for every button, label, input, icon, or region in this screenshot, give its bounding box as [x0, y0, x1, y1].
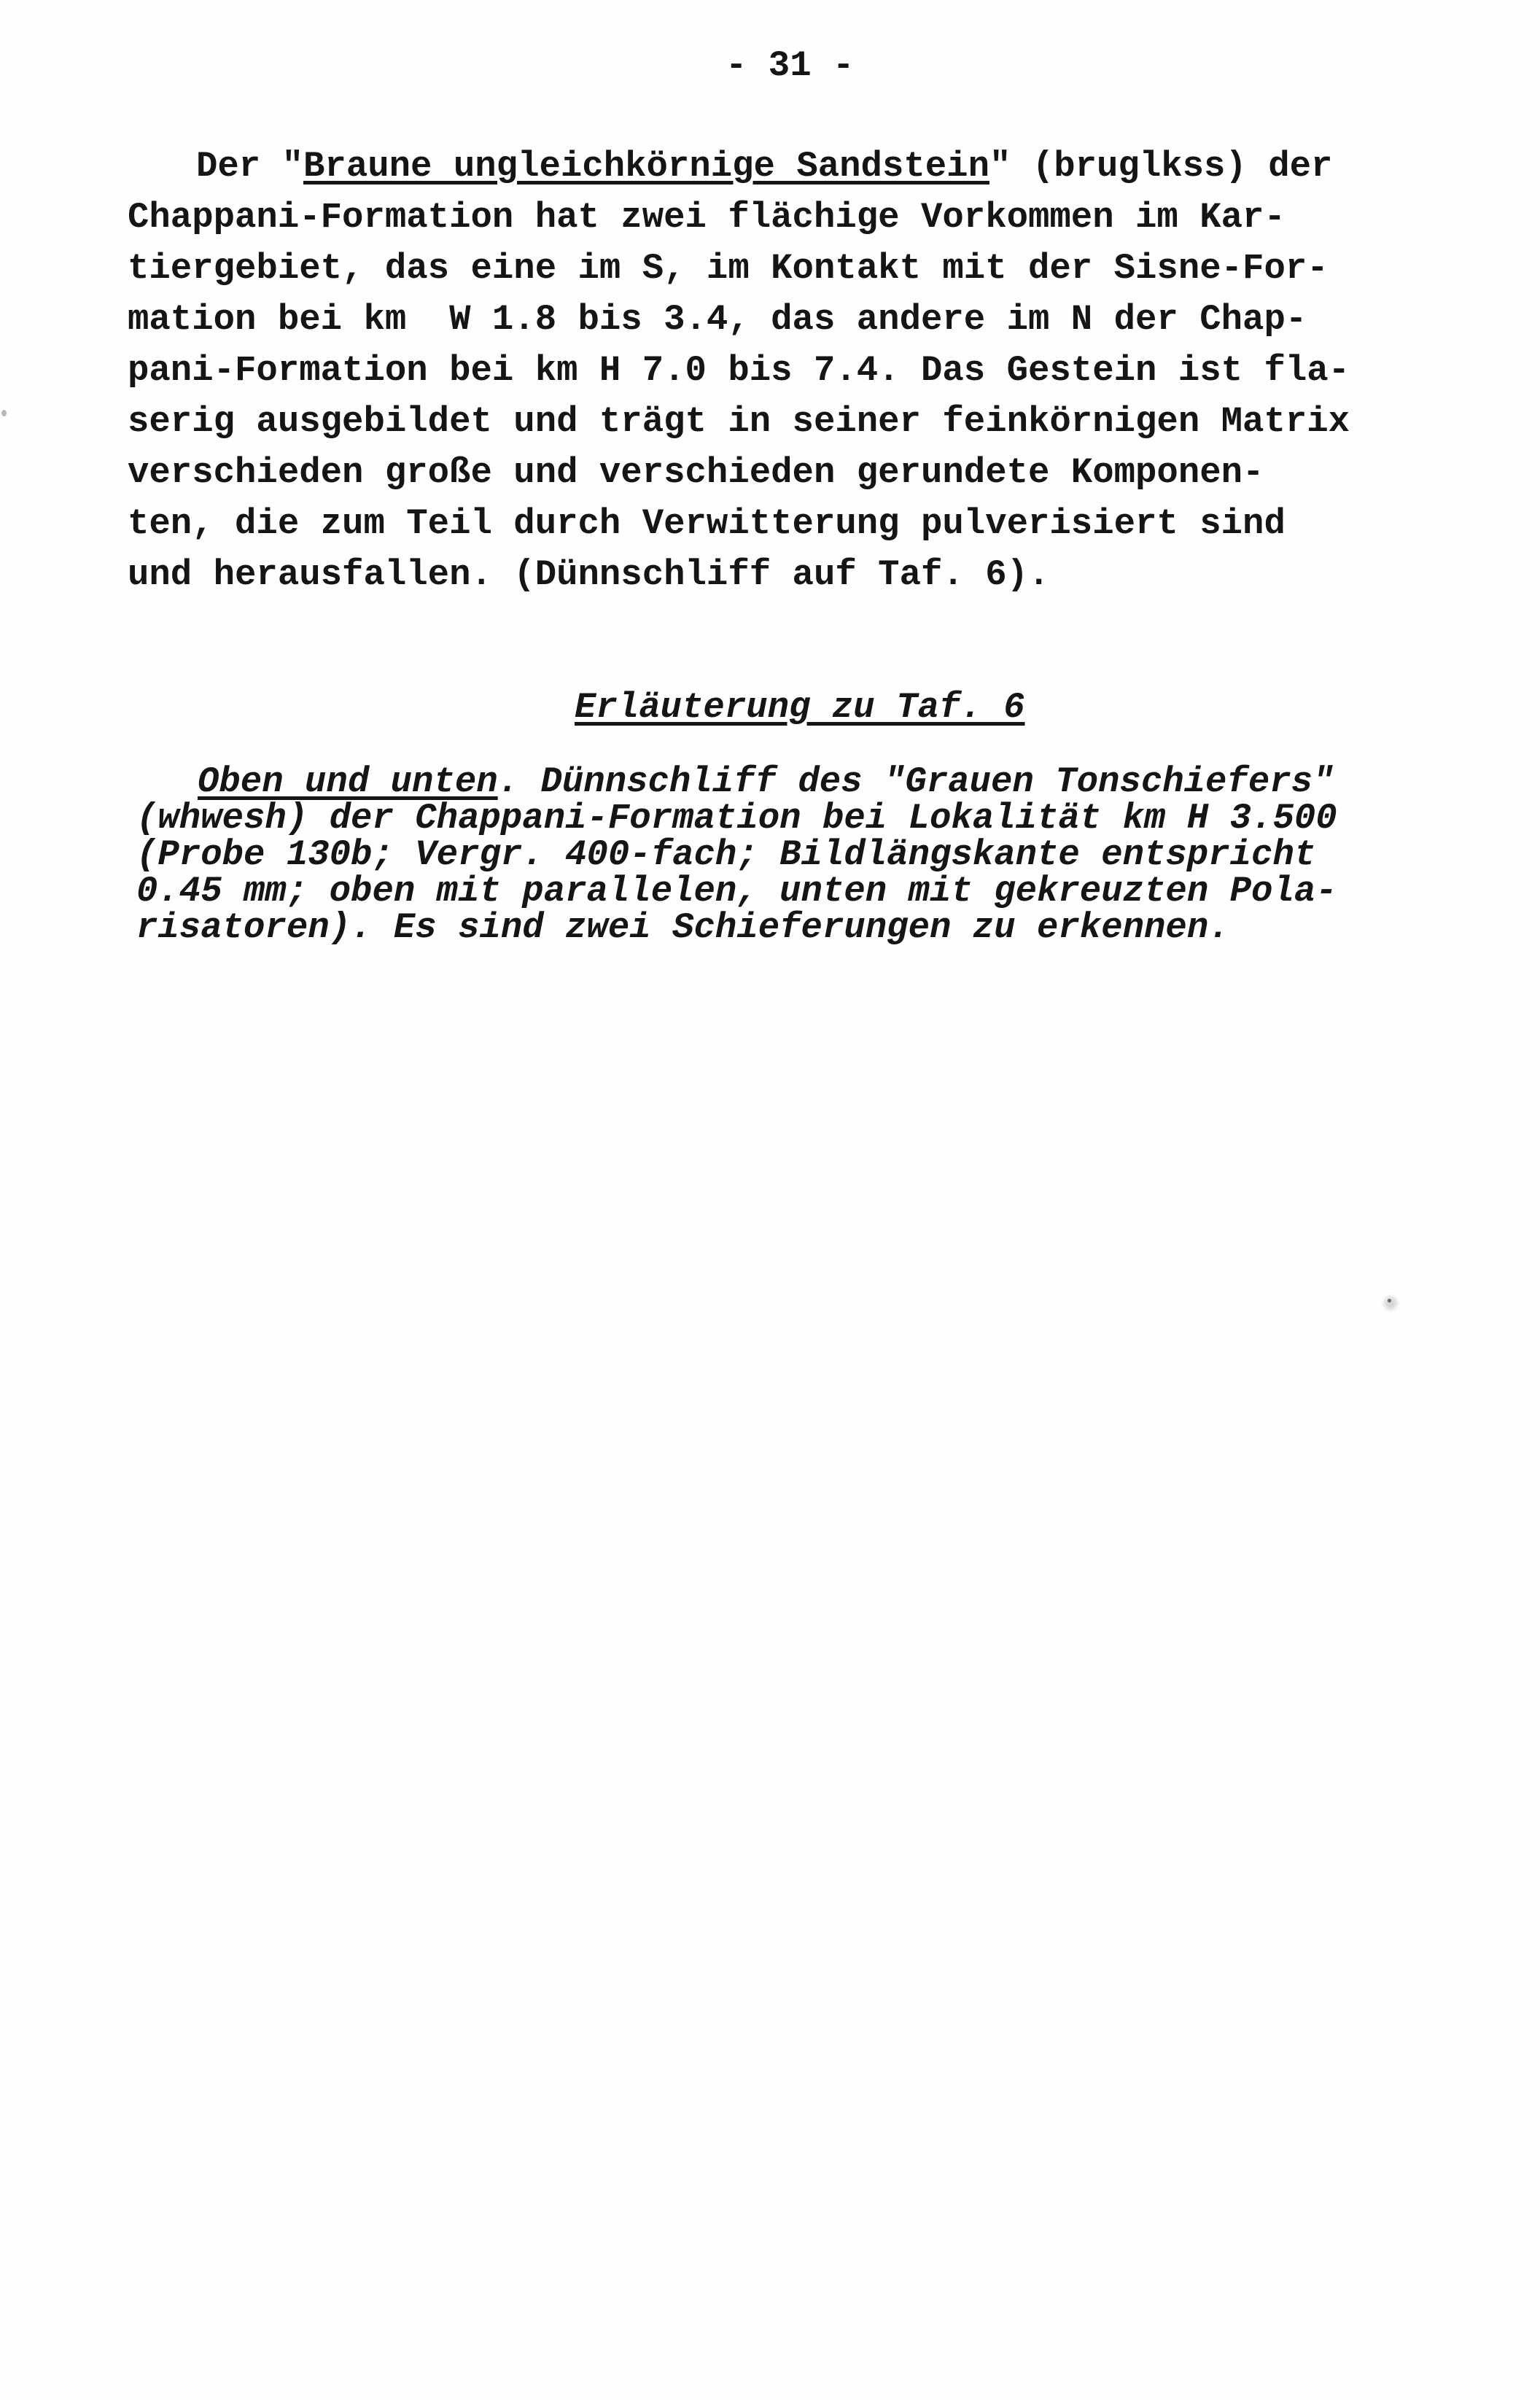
underlined-term: Braune ungleichkörnige Sandstein — [303, 146, 989, 187]
text-line: pani-Formation bei km H 7.0 bis 7.4. Das Gestein ist fla- — [128, 350, 1350, 391]
text-line: (Probe 130b; Vergr. 400-fach; Bildlängskante entspricht — [136, 834, 1316, 875]
text-line: mation bei km W 1.8 bis 3.4, das andere im N der Chap- — [128, 299, 1307, 340]
section-heading: Erläuterung zu Taf. 6 — [575, 687, 1025, 728]
text-line: tiergebiet, das eine im S, im Kontakt mit der Sisne-For- — [128, 248, 1329, 289]
text-line — [136, 761, 1337, 802]
text-segment: . Dünnschliff des "Grauen Tonschiefers" — [497, 761, 1334, 802]
text-line: verschieden große und verschieden gerundete Komponen- — [128, 452, 1264, 493]
plate-caption — [136, 761, 1337, 948]
text-segment: Der " — [196, 146, 304, 187]
text-line: serig ausgebildet und trägt in seiner feinkörnigen Matrix — [128, 401, 1350, 442]
text-line: (whwesh) der Chappani-Formation bei Lokalität km H 3.500 — [136, 798, 1337, 839]
page-number: - 31 - — [726, 45, 855, 86]
underlined-term: Oben und unten — [198, 761, 498, 802]
text-line: ten, die zum Teil durch Verwitterung pulverisiert sind — [128, 503, 1286, 544]
scan-speck — [1, 410, 7, 416]
paragraph-main — [128, 141, 1350, 600]
text-line: risatoren). Es sind zwei Schieferungen zu erkennen. — [136, 907, 1230, 948]
text-segment: " (bruglkss) der — [989, 146, 1333, 187]
text-line: Chappani-Formation hat zwei flächige Vorkommen im Kar- — [128, 197, 1286, 238]
text-line — [128, 141, 1350, 192]
text-line: 0.45 mm; oben mit parallelen, unten mit gekreuzten Pola- — [136, 871, 1337, 912]
scan-smudge-dot — [1388, 1299, 1391, 1302]
text-line: und herausfallen. (Dünnschliff auf Taf. 6). — [128, 554, 1050, 595]
